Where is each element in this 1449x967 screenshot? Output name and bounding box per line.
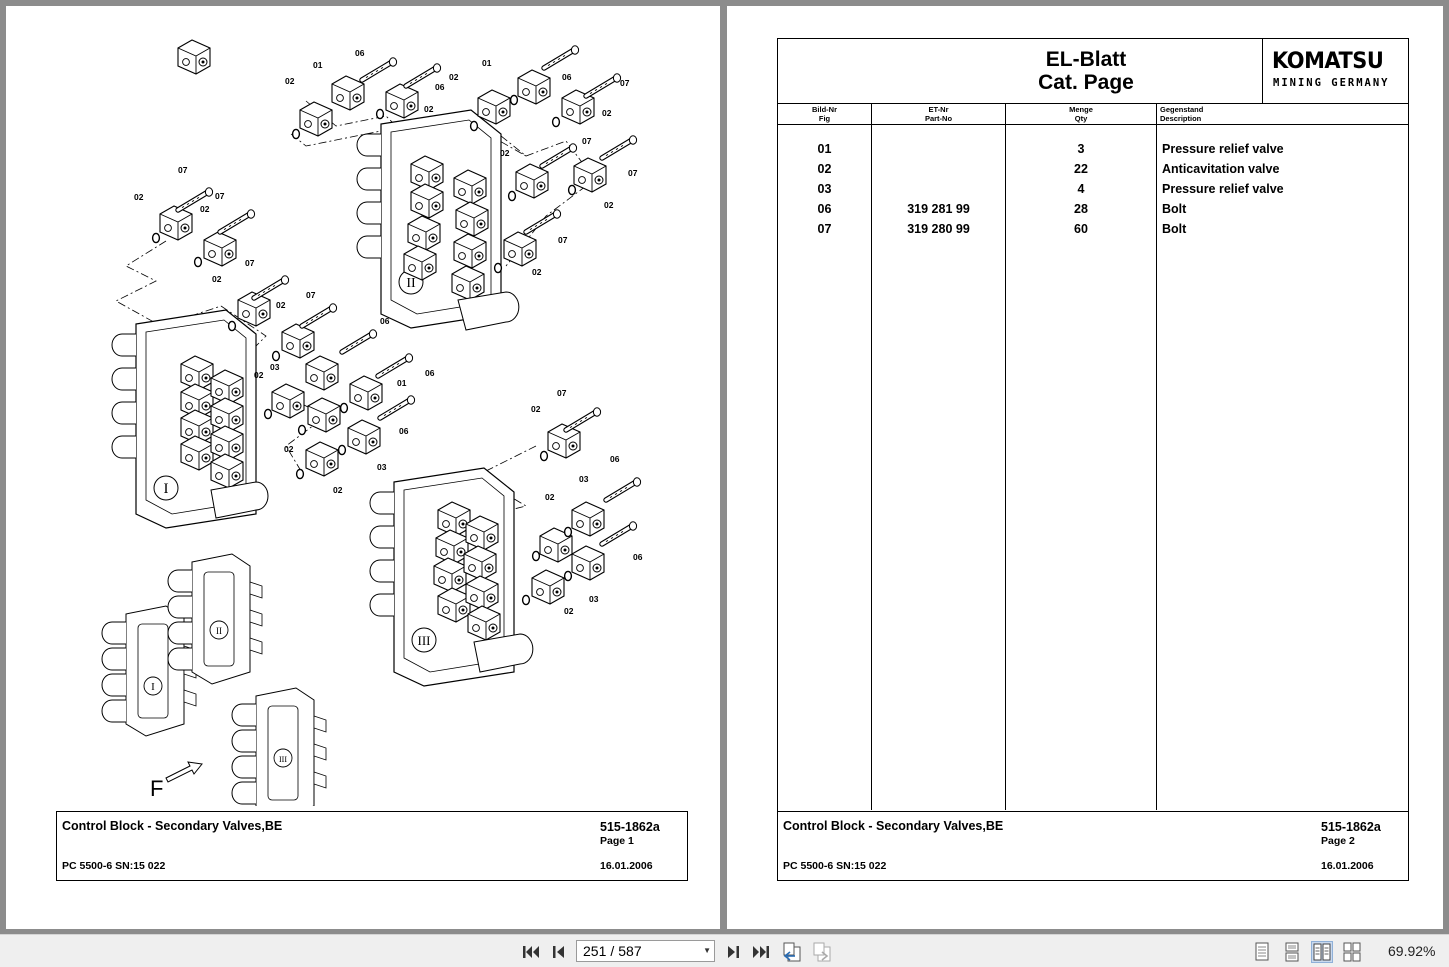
description-cell: Pressure relief valve <box>1162 182 1284 196</box>
part-no-cell: 319 281 99 <box>907 202 970 216</box>
fig-cell: 01 <box>817 142 832 156</box>
overview-label-three: III <box>279 755 287 764</box>
callout-03: 03 <box>270 362 280 372</box>
fig-cell: 06 <box>817 202 832 216</box>
callout-02: 02 <box>449 72 459 82</box>
callout-02: 02 <box>285 76 295 86</box>
callout-02: 02 <box>200 204 210 214</box>
callout-02: 02 <box>545 492 555 502</box>
drawing-title: Control Block - Secondary Valves,BE <box>62 819 283 833</box>
part-no-cell: 319 280 99 <box>907 222 970 236</box>
callout-01: 01 <box>482 58 492 68</box>
previous-page-icon <box>553 945 565 959</box>
callout-02: 02 <box>604 200 614 210</box>
block-label-three: III <box>417 633 431 648</box>
callout-03: 03 <box>377 462 387 472</box>
qty-cell: 60 <box>1074 222 1088 236</box>
callout-06: 06 <box>633 552 643 562</box>
two-page-continuous-button[interactable] <box>1341 941 1363 963</box>
two-page-continuous-icon <box>1343 942 1361 962</box>
go-back-icon <box>782 942 802 962</box>
callout-07: 07 <box>582 136 592 146</box>
go-forward-button[interactable] <box>811 941 833 963</box>
exploded-parts-diagram <box>6 6 720 806</box>
view-direction-arrow <box>150 762 202 801</box>
callout-07: 07 <box>245 258 255 268</box>
callout-02: 02 <box>424 104 434 114</box>
model-serial: PC 5500-6 SN:15 022 <box>783 860 887 872</box>
callout-06: 06 <box>399 426 409 436</box>
zoom-level[interactable]: 69.92% <box>1388 943 1436 959</box>
catalog-page-right <box>727 6 1443 929</box>
column-header-qty: Menge Qty <box>1069 105 1093 123</box>
current-page[interactable]: 251 <box>583 943 607 959</box>
block-label-two: II <box>406 276 416 291</box>
callout-03: 03 <box>579 474 589 484</box>
callout-02: 02 <box>564 606 574 616</box>
callout-06: 06 <box>435 82 445 92</box>
callout-01: 01 <box>397 378 407 388</box>
callout-02: 02 <box>276 300 286 310</box>
komatsu-logo <box>1262 39 1409 103</box>
catalog-title-de: EL-Blatt <box>1045 48 1127 71</box>
page-label: Page 2 <box>1321 835 1355 847</box>
catalog-title-en: Cat. Page <box>1038 71 1134 94</box>
callout-07: 07 <box>558 235 568 245</box>
fig-cell: 02 <box>817 162 832 176</box>
go-forward-icon <box>812 942 832 962</box>
callout-07: 07 <box>620 78 630 88</box>
next-page-button[interactable] <box>722 941 744 963</box>
column-header-part-no: ET-Nr Part-No <box>924 105 953 123</box>
single-page-view-icon <box>1254 942 1270 962</box>
callout-02: 02 <box>212 274 222 284</box>
document-date: 16.01.2006 <box>1321 860 1374 872</box>
callout-02: 02 <box>602 108 612 118</box>
callout-02: 02 <box>254 370 264 380</box>
next-page-icon <box>727 945 739 959</box>
overview-label-one: I <box>151 681 155 693</box>
callout-02: 02 <box>500 148 510 158</box>
column-divider <box>1156 104 1157 810</box>
total-pages: 587 <box>618 943 642 959</box>
callout-07: 07 <box>178 165 188 175</box>
callout-02: 02 <box>531 404 541 414</box>
document-date: 16.01.2006 <box>600 860 653 872</box>
logo-subtitle: MINING GERMANY <box>1273 77 1390 89</box>
logo-brand: KOMATSU <box>1272 49 1384 74</box>
page-number-field[interactable]: 251 / 587 ▼ <box>576 940 715 962</box>
parts-list-header <box>778 39 1408 104</box>
qty-cell: 22 <box>1074 162 1088 176</box>
parts-list-frame <box>777 38 1409 812</box>
first-page-icon <box>523 945 539 959</box>
callout-06: 06 <box>380 316 390 326</box>
overview-label-two: II <box>216 626 222 636</box>
callout-07: 07 <box>557 388 567 398</box>
title-block-left <box>56 811 688 881</box>
callout-01: 01 <box>313 60 323 70</box>
qty-cell: 4 <box>1077 182 1085 196</box>
description-cell: Bolt <box>1162 202 1187 216</box>
callout-02: 02 <box>134 192 144 202</box>
catalog-page-left <box>6 6 720 929</box>
callout-07: 07 <box>215 191 225 201</box>
column-header-fig: Bild-Nr Fig <box>812 105 837 123</box>
callout-06: 06 <box>355 48 365 58</box>
last-page-button[interactable] <box>750 941 772 963</box>
model-serial: PC 5500-6 SN:15 022 <box>62 860 166 872</box>
fig-cell: 03 <box>817 182 832 196</box>
continuous-view-icon <box>1284 942 1300 962</box>
callout-06: 06 <box>425 368 435 378</box>
previous-page-button[interactable] <box>548 941 570 963</box>
callout-06: 06 <box>562 72 572 82</box>
callout-02: 02 <box>284 444 294 454</box>
qty-cell: 28 <box>1074 202 1088 216</box>
two-page-view-button[interactable] <box>1311 941 1333 963</box>
title-block-right <box>777 811 1409 881</box>
callout-02: 02 <box>532 267 542 277</box>
page-label: Page 1 <box>600 835 634 847</box>
last-page-icon <box>753 945 769 959</box>
callout-02: 02 <box>333 485 343 495</box>
block-label-one: I <box>163 481 169 497</box>
viewer-toolbar <box>0 934 1449 967</box>
callout-03: 03 <box>589 594 599 604</box>
single-page-view-button[interactable] <box>1251 941 1273 963</box>
description-cell: Bolt <box>1162 222 1187 236</box>
chevron-down-icon[interactable]: ▼ <box>703 946 711 955</box>
go-back-button[interactable] <box>781 941 803 963</box>
callout-07: 07 <box>628 168 638 178</box>
header-rule <box>778 124 1408 125</box>
description-cell: Pressure relief valve <box>1162 142 1284 156</box>
document-number: 515-1862a <box>600 820 660 834</box>
callout-07: 07 <box>306 290 316 300</box>
document-number: 515-1862a <box>1321 820 1381 834</box>
qty-cell: 3 <box>1077 142 1085 156</box>
first-page-button[interactable] <box>520 941 542 963</box>
drawing-title: Control Block - Secondary Valves,BE <box>783 819 1004 833</box>
continuous-view-button[interactable] <box>1281 941 1303 963</box>
two-page-view-icon <box>1313 943 1331 961</box>
column-header-description: Gegenstand Description <box>1160 105 1204 123</box>
description-cell: Anticavitation valve <box>1162 162 1280 176</box>
fig-cell: 07 <box>817 222 832 236</box>
direction-label: F <box>150 776 164 801</box>
callout-06: 06 <box>610 454 620 464</box>
